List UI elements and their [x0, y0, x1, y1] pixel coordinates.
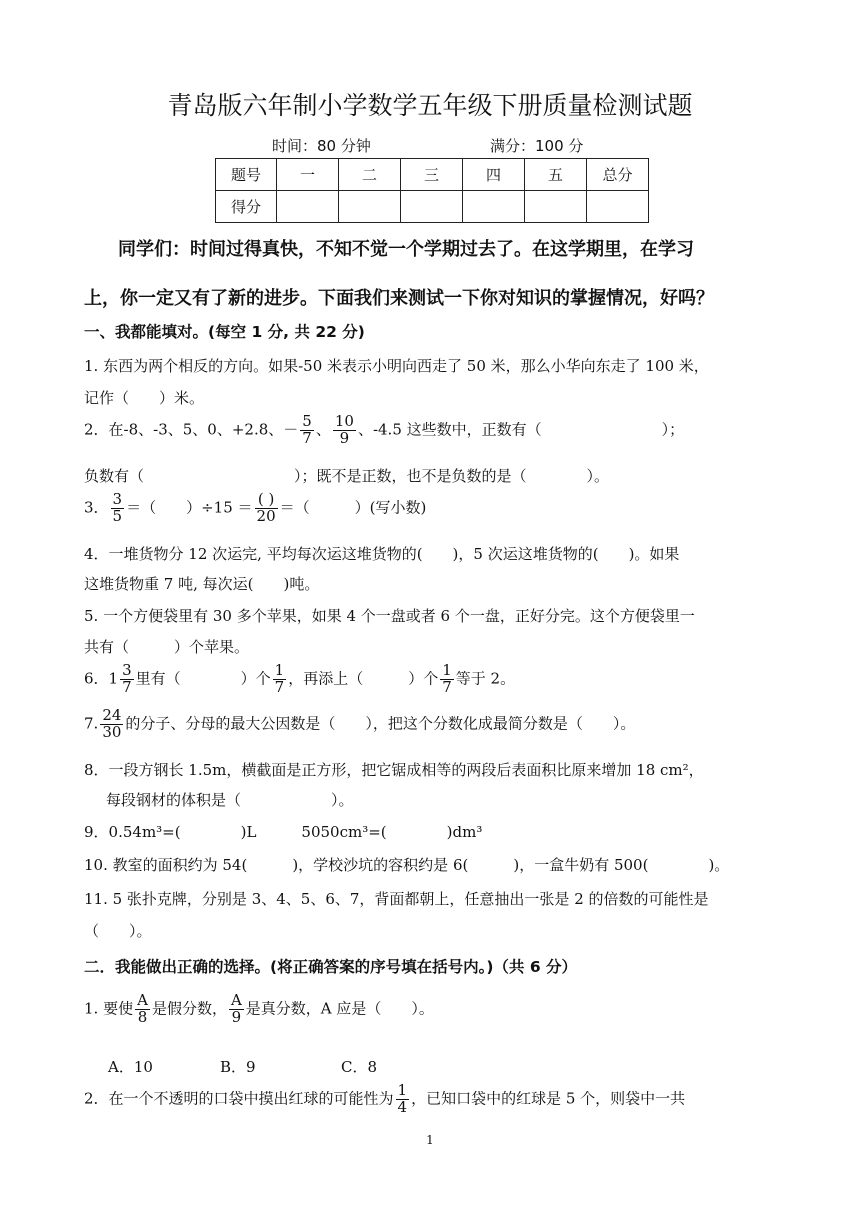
table-cell: 二	[339, 159, 401, 191]
fraction	[255, 492, 278, 525]
fraction	[100, 708, 123, 741]
table-cell: 题号	[216, 159, 277, 191]
fraction	[111, 492, 125, 525]
score-cell	[525, 191, 587, 223]
intro-line-2: 上，你一定又有了新的进步。下面我们来测试一下你对知识的掌握情况，好吗？	[84, 288, 714, 309]
section-1-title: 一、我都能填对。(每空 1 分, 共 22 分)	[84, 323, 365, 341]
q10-line: 10. 教室的面积约为 54( )，学校沙坑的容积约是 6( )，一盒牛奶有 500( )。	[84, 856, 730, 874]
q4-line-1: 4．一堆货物分 12 次运完, 平均每次运这堆货物的( )，5 次运这堆货物的( )。如果	[84, 545, 680, 563]
numerator: 5	[302, 412, 312, 430]
option-c: C．8	[341, 1058, 378, 1076]
table-cell: 一	[277, 159, 339, 191]
score-table	[215, 158, 649, 223]
q11-line-1: 11. 5 张扑克牌，分别是 3、4、5、6、7，背面都朝上，任意抽出一张是 2 的倍数的可能性是	[84, 890, 709, 908]
score-cell	[587, 191, 649, 223]
numerator: ( )	[255, 492, 278, 509]
denominator: 9	[231, 1007, 242, 1026]
fraction	[300, 414, 314, 447]
q2-line-1	[84, 414, 684, 447]
option-b: B．9	[220, 1058, 256, 1076]
q3-line	[84, 492, 426, 525]
s2q1-text-c: 是真分数，A 应是（ ）。	[245, 999, 434, 1018]
score-cell	[401, 191, 463, 223]
numerator: 10	[334, 412, 354, 430]
fraction	[120, 663, 134, 696]
q6-text-c: ，再添上（ ）个	[288, 669, 439, 688]
q2-line-2: 负数有（ ）；既不是正数，也不是负数的是（ ）。	[84, 467, 610, 485]
q6-text-a: 6．1	[84, 669, 119, 688]
page-number: 1	[426, 1133, 434, 1147]
numerator: A	[230, 991, 242, 1009]
s2q2-text-b: ，已知口袋中的红球是 5 个，则袋中一共	[411, 1089, 686, 1108]
q3-text-b: ＝（ ）÷15 ＝	[126, 498, 253, 517]
q3-text-c: ＝（ ）(写小数)	[279, 498, 427, 517]
score-cell	[277, 191, 339, 223]
denominator: 5	[112, 506, 123, 525]
numerator: 3	[122, 661, 132, 679]
numerator: 1	[442, 661, 452, 679]
q6-text-d: 等于 2。	[455, 669, 516, 688]
numerator: 3	[112, 490, 123, 508]
denominator: 4	[397, 1097, 408, 1116]
q7-text-a: 7.	[84, 714, 99, 733]
page-title: 青岛版六年制小学数学五年级下册质量检测试题	[167, 91, 693, 120]
s2q2-text-a: 2．在一个不透明的口袋中摸出红球的可能性为	[84, 1089, 394, 1108]
q1-line-1: 1. 东西为两个相反的方向。如果-50 米表示小明向西走了 50 米，那么小华向东走了 100 米，	[84, 357, 709, 375]
fraction	[135, 993, 150, 1026]
table-cell: 总分	[587, 159, 649, 191]
numerator: 1	[397, 1081, 408, 1099]
denominator: 9	[339, 428, 350, 447]
q2-text-b: 、-4.5 这些数中，正数有（ ）；	[357, 420, 685, 439]
full-score-label: 满分：100 分	[490, 137, 584, 155]
fraction	[396, 1083, 410, 1116]
fraction	[273, 663, 287, 696]
table-cell: 五	[525, 159, 587, 191]
q9-line: 9．0.54m³=( )L 5050cm³=( )dm³	[84, 823, 483, 841]
q11-line-2: （ ）。	[84, 922, 152, 940]
numerator: 24	[102, 706, 122, 724]
fraction	[229, 993, 244, 1026]
intro-line-1: 同学们：时间过得真快，不知不觉一个学期过去了。在这学期里，在学习	[118, 239, 694, 260]
denominator: 7	[274, 677, 285, 696]
q6-line	[84, 663, 515, 696]
q6-text-b: 里有（ ）个	[135, 669, 271, 688]
q7-text-b: 的分子、分母的最大公因数是（ ），把这个分数化成最简分数是（ ）。	[125, 714, 636, 733]
denominator: 7	[122, 677, 132, 696]
denominator: 8	[137, 1007, 148, 1026]
q5-line-2: 共有（ ）个苹果。	[84, 638, 250, 656]
option-a: A．10	[108, 1058, 153, 1076]
score-cell	[339, 191, 401, 223]
q7-line	[84, 708, 635, 741]
section-2-title: 二．我能做出正确的选择。(将正确答案的序号填在括号内。)（共 6 分）	[84, 958, 577, 976]
s2q1-text-b: 是假分数，	[151, 999, 227, 1018]
score-cell	[463, 191, 525, 223]
table-cell: 三	[401, 159, 463, 191]
time-label: 时间：80 分钟	[272, 137, 371, 155]
denominator: 20	[256, 506, 276, 525]
score-table-header-row	[216, 159, 649, 191]
q2-text-a: 2．在-8、-3、5、0、+2.8、－	[84, 420, 299, 439]
score-table-score-row	[216, 191, 649, 223]
fraction	[440, 663, 454, 696]
q8-line-2: 每段钢材的体积是（ ）。	[106, 791, 354, 809]
table-cell: 四	[463, 159, 525, 191]
q5-line-1: 5. 一个方便袋里有 30 多个苹果，如果 4 个一盘或者 6 个一盘，正好分完。这个方便袋里一	[84, 607, 695, 625]
s2-q1-line	[84, 993, 434, 1026]
q1-line-2: 记作（ ）米。	[84, 389, 205, 407]
table-cell: 得分	[216, 191, 277, 223]
denominator: 7	[302, 428, 312, 447]
numerator: 1	[274, 661, 285, 679]
fraction	[333, 414, 356, 447]
q4-line-2: 这堆货物重 7 吨, 每次运( )吨。	[84, 575, 320, 593]
numerator: A	[137, 991, 148, 1009]
q3-text-a: 3．	[84, 498, 109, 517]
s2q1-text-a: 1. 要使	[84, 999, 134, 1018]
s2-q2-line	[84, 1083, 685, 1116]
denominator: 7	[442, 677, 452, 696]
q8-line-1: 8．一段方钢长 1.5m，横截面是正方形，把它锯成相等的两段后表面积比原来增加 18 cm²，	[84, 761, 704, 779]
denominator: 30	[102, 722, 122, 741]
q2-sep: 、	[315, 420, 331, 439]
